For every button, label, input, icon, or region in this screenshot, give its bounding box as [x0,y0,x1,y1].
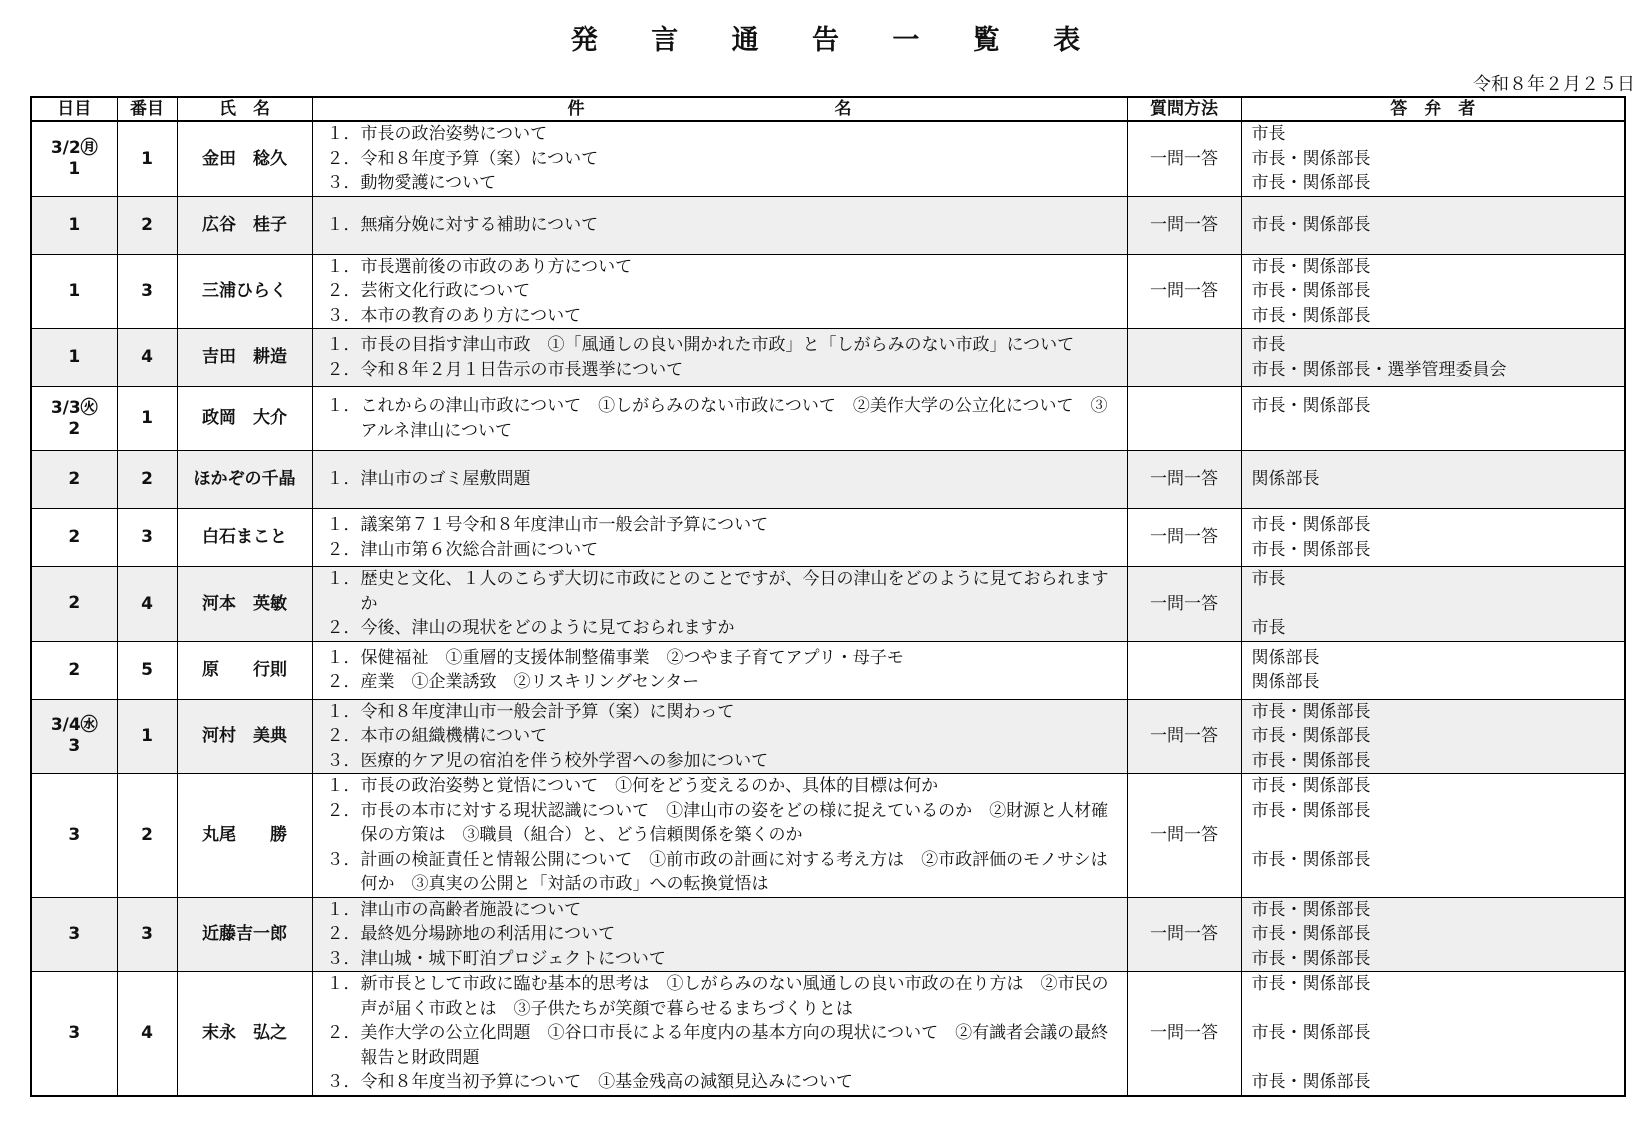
day-label: 1 [68,158,81,179]
day-label: 3/2㊊ [50,137,98,158]
cell-speaker-name: 吉田 耕造 [177,329,312,387]
subject-item: １．津山市のゴミ屋敷問題 [326,469,531,490]
cell-question-method [1127,329,1241,387]
cell-subject [312,897,1127,972]
subject-item: ２．令和８年度予算（案）について [326,148,599,169]
header-number: 番目 [117,97,177,121]
cell-respondent [1241,699,1625,774]
table-header-row [31,97,1625,121]
table-row [31,254,1625,329]
cell-respondent [1241,196,1625,254]
respondent-item: 市長・関係部長 [1251,396,1371,416]
cell-question-method [1127,641,1241,699]
subject-item: ２．津山市第６次総合計画について [326,539,599,560]
cell-respondent [1241,451,1625,509]
subject-item: ２．最終処分場跡地の利活用について [326,924,616,944]
cell-order: 4 [117,329,177,387]
cell-subject [312,254,1127,329]
subject-item: １．市長の目指す津山市政 ①「風通しの良い開かれた市政」と「しがらみのない市政」について [326,335,1075,355]
day-label: 2 [68,527,81,547]
cell-question-method: 一問一答 [1127,972,1241,1096]
cell-order: 4 [117,972,177,1096]
speech-notice-table [30,96,1626,1097]
cell-order: 5 [117,641,177,699]
subject-item: ３．本市の教育のあり方について [326,305,582,326]
respondent-item: 市長・関係部長 [1251,173,1371,193]
cell-speaker-name: 広谷 桂子 [177,196,312,254]
subject-item: ２．今後、津山の現状をどのように見ておられますか [326,618,735,638]
cell-speaker-name: 丸尾 勝 [177,774,312,898]
day-label: 3/4㊌ [50,715,98,736]
day-label: 3 [68,824,81,845]
day-label: 3 [68,1022,81,1043]
respondent-item: 市長・関係部長 [1251,849,1371,870]
cell-order: 3 [117,254,177,329]
cell-respondent [1241,121,1625,196]
cell-subject [312,451,1127,509]
table-row [31,329,1625,387]
day-label: 2 [68,659,81,680]
respondent-gap [1252,1046,1625,1071]
cell-subject [312,387,1127,451]
cell-question-method: 一問一答 [1127,121,1241,196]
respondent-item: 市長 [1251,569,1286,589]
respondent-item: 市長・関係部長 [1251,515,1371,535]
respondent-item: 関係部長 [1251,469,1320,490]
respondent-item: 市長 [1251,124,1286,144]
respondent-item: 関係部長 [1251,647,1320,668]
cell-speaker-name: 原 行則 [177,641,312,699]
cell-day [31,699,117,774]
subject-item: １．津山市の高齢者施設について [326,899,582,920]
cell-question-method: 一問一答 [1127,567,1241,642]
table-row [31,387,1625,451]
header-method: 質問方法 [1127,97,1241,121]
subject-item: １．これからの津山市政について ①しがらみのない市政について ②美作大学の公立化について ③アルネ津山について [326,396,1108,441]
cell-speaker-name: 政岡 大介 [177,387,312,451]
respondent-item: 市長・関係部長 [1251,148,1371,169]
cell-speaker-name: 河本 英敏 [177,567,312,642]
cell-subject [312,121,1127,196]
day-label: 3 [68,736,81,757]
cell-day [31,329,117,387]
subject-item: ２．令和８年２月１日告示の市長選挙について [326,359,684,380]
cell-subject [312,196,1127,254]
table-row [31,196,1625,254]
respondent-item: 市長・関係部長 [1251,750,1371,771]
day-label: 2 [68,418,81,439]
cell-question-method: 一問一答 [1127,699,1241,774]
cell-speaker-name: 三浦ひらく [177,254,312,329]
cell-question-method [1127,387,1241,451]
cell-respondent [1241,567,1625,642]
subject-item: １．新市長として市政に臨む基本的思考は ①しがらみのない風通しの良い市政の在り方は ②市民の声が届く市政とは ③子供たちが笑顔で暮らせるまちづくりとは [326,974,1109,1019]
table-row [31,567,1625,642]
respondent-item: 市長・関係部長 [1251,539,1371,560]
cell-subject [312,329,1127,387]
cell-order: 4 [117,567,177,642]
cell-respondent [1241,387,1625,451]
respondent-item: 市長・関係部長 [1251,776,1371,796]
respondent-item: 市長 [1251,335,1286,355]
cell-respondent [1241,329,1625,387]
cell-subject [312,774,1127,898]
respondent-gap [1252,592,1625,617]
cell-question-method: 一問一答 [1127,509,1241,567]
day-label: 2 [68,593,81,614]
respondent-item: 関係部長 [1251,672,1320,692]
cell-subject [312,641,1127,699]
cell-day [31,897,117,972]
table-row [31,509,1625,567]
day-label: 3 [68,923,81,944]
cell-respondent [1241,254,1625,329]
respondent-gap [1252,872,1625,897]
cell-respondent [1241,972,1625,1096]
cell-order: 2 [117,196,177,254]
cell-respondent [1241,774,1625,898]
cell-subject [312,509,1127,567]
cell-subject [312,972,1127,1096]
subject-item: １．保健福祉 ①重層的支援体制整備事業 ②つやま子育てアプリ・母子モ [326,647,904,668]
subject-item: ３．令和８年度当初予算について ①基金残高の減額見込みについて [326,1072,853,1092]
table-row [31,121,1625,196]
table-row [31,699,1625,774]
cell-speaker-name: 白石まこと [177,509,312,567]
cell-day [31,196,117,254]
cell-question-method: 一問一答 [1127,897,1241,972]
subject-item: ３．計画の検証責任と情報公開について ①前市政の計画に対する考え方は ②市政評価のモノサシは何か ③真実の公開と「対話の市政」への転換覚悟は [326,849,1108,894]
cell-speaker-name: 近藤吉一郎 [177,897,312,972]
table-row [31,641,1625,699]
cell-day [31,387,117,451]
day-label: 1 [68,214,81,235]
respondent-item: 市長・関係部長 [1251,305,1371,326]
subject-item: １．市長の政治姿勢と覚悟について ①何をどう変えるのか、具体的目標は何か [326,776,939,796]
cell-respondent [1241,641,1625,699]
subject-item: １．議案第７１号令和８年度津山市一般会計予算について [326,515,769,535]
respondent-item: 市長・関係部長 [1251,948,1371,969]
subject-item: ２．本市の組織機構について [326,726,548,746]
subject-item: １．令和８年度津山市一般会計予算（案）に関わって [326,701,735,722]
subject-item: １．市長選前後の市政のあり方について [326,256,633,277]
cell-subject [312,567,1127,642]
subject-item: ２．美作大学の公立化問題 ①谷口市長による年度内の基本方向の現状について ②有識者会議の最終報告と財政問題 [326,1023,1109,1068]
cell-day [31,121,117,196]
subject-item: ２．市長の本市に対する現状認識について ①津山市の姿をどの様に捉えているのか ②財源と人材確保の方策は ③職員（組合）と、どう信頼関係を築くのか [326,800,1109,845]
cell-subject [312,699,1127,774]
day-label: 3/3㊋ [50,397,98,418]
respondent-gap [1252,997,1625,1022]
subject-item: １．市長の政治姿勢について [326,124,548,144]
subject-item: ３．動物愛護について [326,173,497,193]
subject-item: ２．芸術文化行政について [326,281,531,301]
cell-order: 3 [117,509,177,567]
subject-item: １．歴史と文化、１人のこらず大切に市政にとのことですが、今日の津山をどのように見ておられますか [326,569,1109,614]
cell-respondent [1241,509,1625,567]
cell-day [31,774,117,898]
respondent-item: 市長・関係部長 [1251,1023,1371,1043]
header-day: 日目 [31,97,117,121]
cell-day [31,972,117,1096]
subject-item: ３．津山城・城下町泊プロジェクトについて [326,948,666,969]
respondent-item: 市長 [1251,618,1286,638]
table-row [31,972,1625,1096]
header-respondent: 答 弁 者 [1241,97,1625,121]
table-row [31,897,1625,972]
respondent-item: 市長・関係部長 [1251,899,1371,920]
cell-order: 2 [117,774,177,898]
cell-order: 1 [117,699,177,774]
table-row [31,774,1625,898]
cell-day [31,451,117,509]
respondent-item: 市長・関係部長・選挙管理委員会 [1251,359,1507,380]
cell-order: 1 [117,387,177,451]
respondent-gap [1252,823,1625,848]
respondent-item: 市長・関係部長 [1251,1072,1371,1092]
respondent-item: 市長・関係部長 [1251,214,1371,235]
page-title: 発 言 通 告 一 覧 表 [570,25,1103,56]
header-subject-left: 件 [567,99,585,119]
cell-order: 2 [117,451,177,509]
cell-speaker-name: 金田 稔久 [177,121,312,196]
respondent-item: 市長・関係部長 [1251,726,1371,746]
cell-question-method: 一問一答 [1127,774,1241,898]
cell-day [31,641,117,699]
header-subject-right: 名 [834,99,852,119]
cell-question-method: 一問一答 [1127,196,1241,254]
respondent-item: 市長・関係部長 [1251,281,1371,301]
cell-day [31,254,117,329]
day-label: 1 [68,347,81,367]
respondent-gap [1252,419,1625,444]
respondent-item: 市長・関係部長 [1251,256,1371,277]
cell-day [31,567,117,642]
cell-respondent [1241,897,1625,972]
subject-item: １．無痛分娩に対する補助について [326,214,599,235]
cell-order: 1 [117,121,177,196]
respondent-item: 市長・関係部長 [1251,800,1371,821]
cell-speaker-name: ほかぞの千晶 [177,451,312,509]
subject-item: ２．産業 ①企業誘致 ②リスキリングセンター [326,672,700,692]
respondent-item: 市長・関係部長 [1251,924,1371,944]
table-body [31,121,1625,1096]
table-row [31,451,1625,509]
cell-speaker-name: 河村 美典 [177,699,312,774]
header-subject [312,97,1127,121]
cell-speaker-name: 末永 弘之 [177,972,312,1096]
document-date: 令和８年２月２５日 [1473,74,1635,95]
cell-order: 3 [117,897,177,972]
cell-question-method: 一問一答 [1127,451,1241,509]
subject-item: ３．医療的ケア児の宿泊を伴う校外学習への参加について [326,750,769,771]
day-label: 1 [68,280,81,301]
respondent-item: 市長・関係部長 [1251,974,1371,994]
day-label: 2 [68,469,81,489]
respondent-item: 市長・関係部長 [1251,701,1371,722]
cell-day [31,509,117,567]
cell-question-method: 一問一答 [1127,254,1241,329]
header-name: 氏 名 [177,97,312,121]
